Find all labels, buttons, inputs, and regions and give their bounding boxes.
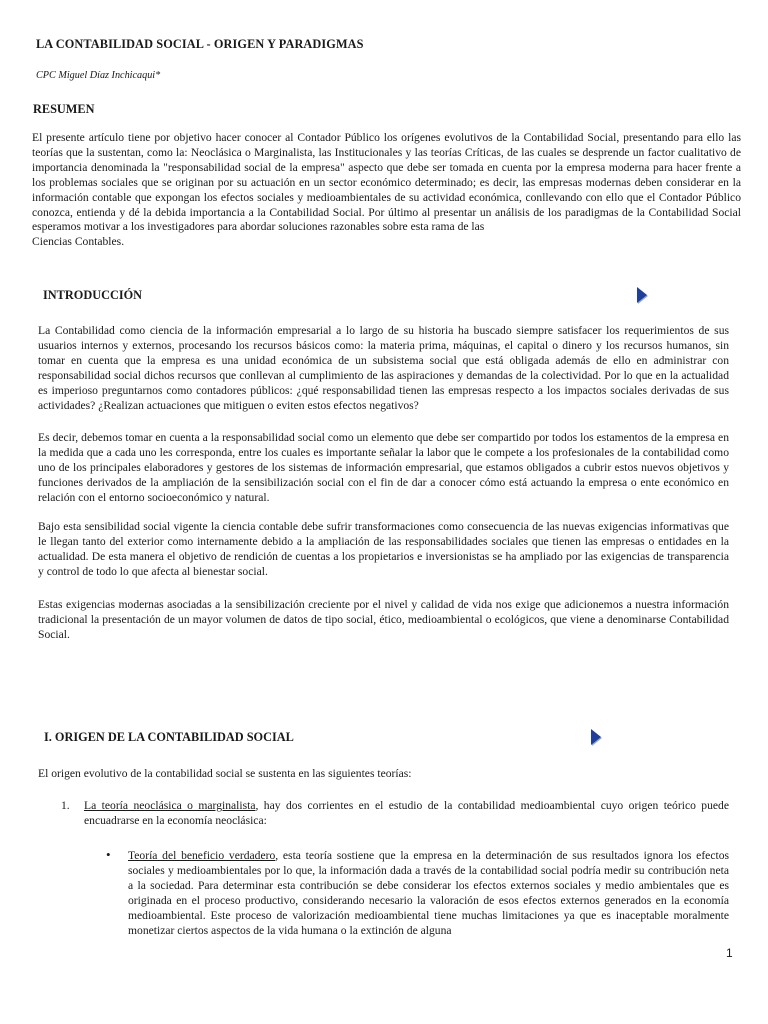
- intro-paragraph-1: La Contabilidad como ciencia de la información empresarial a lo largo de su historia ha buscado siempre satisfacer los requerimientos de sus usuarios internos y externos, procesando los recursos básicos como: la materia prima, máquinas, el capital o dinero y los recursos humanos, sin tomar en cuenta que la empresa es una unidad económica de un subsistema social que está obligada además de ello en administrar con responsabilidad social dichos recursos que conllevan al cumplimiento de las aspiraciones y demandas de la colectividad. Por lo que en la actualidad es imperioso preguntarnos como contadores públicos: ¿qué responsabilidad tienen las empresas respecto a los impactos sociales derivadas de sus actividades? ¿Realizan actuaciones que mitiguen o eviten estos efectos negativos?: [38, 324, 729, 412]
- bullet-marker: •: [106, 847, 111, 862]
- resumen-paragraph: [32, 131, 741, 250]
- author-line: CPC Miguel Díaz Inchicaqui*: [36, 70, 161, 81]
- intro-paragraph-2: Es decir, debemos tomar en cuenta a la responsabilidad social como un elemento que debe ser compartido por todos los estamentos de la empresa en la medida que a cada uno les corresponda, entre los cuales es importante señalar la labor que le compete a los profesionales de la contabilidad como uno de los principales elaboradores y gestores de los sistemas de información empresarial, que estamos obligados a cubrir estos nuevos objetivos y funciones derivados de la ampliación de la sensibilización social con el fin de dar a conocer cómo está actuando la empresa o ente económico en relación con el entorno socioeconómico y natural.: [38, 431, 729, 504]
- navigation-arrow-icon[interactable]: [591, 729, 601, 745]
- intro-paragraph-3: Bajo esta sensibilidad social vigente la ciencia contable debe sufrir transformaciones como consecuencia de las nuevas exigencias informativas que le llegan tanto del exterior como internamente debido a la ampliación de las responsabilidades sociales que tienen las empresas o entidades en la actualidad. De esta manera el objetivo de rendición de cuentas a los propietarios e inversionistas se ha ampliado por las exigencias de transparencia y control de todo lo que afecta al bienestar social.: [38, 520, 729, 578]
- intro-heading: INTRODUCCIÓN: [43, 288, 143, 302]
- bullet-item-text: , esta teoría sostiene que la empresa en la determinación de sus resultados ignora los efectos sociales y medioambientales por lo que, la información dada a través de la contabilidad social podría medir su contribución neta a la sociedad. Para determinar esta contribución se debe considerar los efectos externos sociales y medio ambientales que es originada en el proceso productivo, considerando necesario la valoración de esos efectos externos generados en la economía medioambiental. Este proceso de valorización medioambiental tiene muchas limitaciones ya que es inaceptable moralmente monetizar ciertos aspectos de la vida humana o la extinción de alguna: [128, 849, 730, 937]
- navigation-arrow-icon[interactable]: [637, 287, 647, 303]
- list-item-number: 1.: [61, 799, 70, 812]
- resumen-text: El presente artículo tiene por objetivo hacer conocer al Contador Público los orígenes evolutivos de la Contabilidad Social, presentando para ello las teorías que la sustentan, como la: Neoclásica o Marginalista, las Institucionales y las teorías Críticas, de las cuales se desprende un factor cualitativo de importancia denominada la "responsabilidad social de la empresa" aspecto que debe ser tomada en cuenta por la empresa moderna para hacer frente a los problemas sociales que se originan por su actuación en un sector económico determinado; es decir, las empresas modernas deben considerar en la información contable que expongan los efectos sociales y medioambientales de su actividad económica, conllevando con ello que el Contador Público conozca, entienda y dé la debida importancia a la Contabilidad Social. Por último al presentar un análisis de los paradigmas de la Contabilidad Social esperamos motivar a los investigadores para abordar soluciones razonables sobre esta rama de las: [32, 131, 741, 234]
- list-item-text: , hay dos corrientes en el estudio de la contabilidad medioambiental cuyo origen teórico puede encuadrarse en la economía neoclásica:: [84, 799, 729, 827]
- bullet-item-title: Teoría del beneficio verdadero: [128, 849, 276, 862]
- list-item-1: [84, 799, 729, 829]
- document-title: LA CONTABILIDAD SOCIAL - ORIGEN Y PARADIGMAS: [36, 37, 364, 51]
- page-number: 1: [726, 946, 733, 960]
- resumen-tail: Ciencias Contables.: [32, 235, 125, 249]
- origen-heading: I. ORIGEN DE LA CONTABILIDAD SOCIAL: [44, 730, 294, 744]
- intro-paragraph-4: Estas exigencias modernas asociadas a la sensibilización creciente por el nivel y calidad de vida nos exige que adicionemos a nuestra información tradicional la presentación de un mayor volumen de datos de tipo social, ético, medioambiental o ecológicos, que viene a denominarse Contabilidad Social.: [38, 598, 729, 641]
- resumen-heading: RESUMEN: [33, 102, 95, 116]
- list-item-title: La teoría neoclásica o marginalista: [84, 799, 256, 812]
- bullet-item-1: [128, 849, 729, 938]
- origen-intro: El origen evolutivo de la contabilidad social se sustenta en las siguientes teorías:: [38, 767, 412, 780]
